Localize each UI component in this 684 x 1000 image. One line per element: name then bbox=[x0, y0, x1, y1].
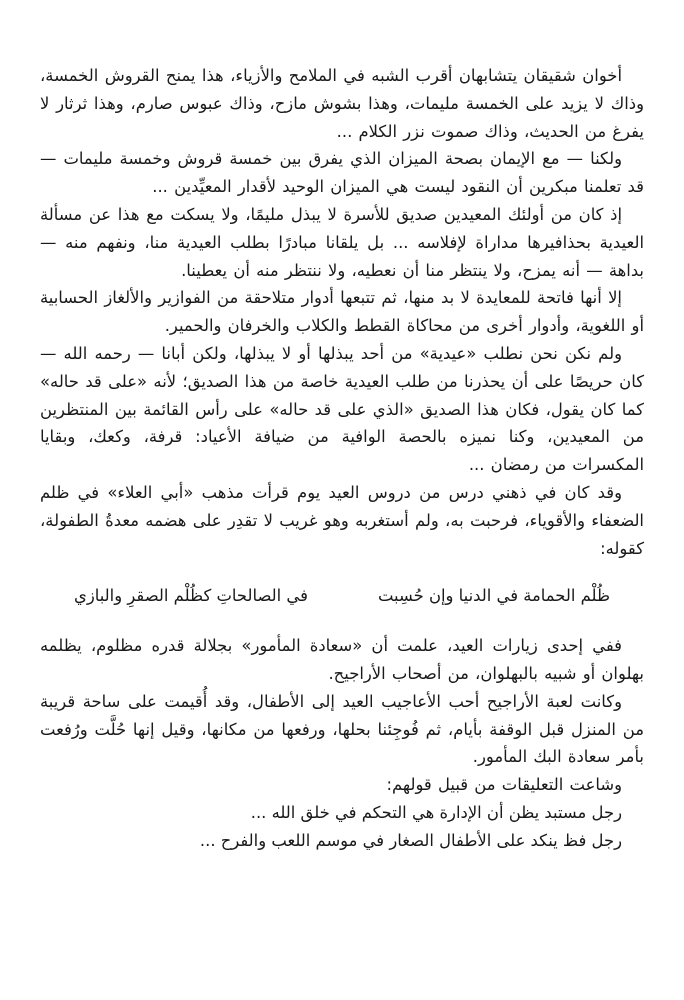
paragraph-friend: إذ كان من أولئك المعيدين صديق للأسرة لا يبذل مليمًا، ولا يسكت مع هذا عن مسألة العيدية بحذافيرها مداراة لإفلاسه ... بل يلقانا مبادرًا بطلب العيدية منا، ونفهم منه — بداهة — أنه يمزح، ولا ينتظر منا أن نعطيه، ولا ننتظر منه أن يعطينا. bbox=[40, 204, 644, 280]
paragraph-comments-intro: وشاعت التعليقات من قبيل قولهم: bbox=[386, 775, 622, 795]
paragraph-mamour: ففي إحدى زيارات العيد، علمت أن «سعادة المأمور» بجلالة قدره مظلوم، يظلمه بهلوان أو شبيه بالبهلوان، من أصحاب الأراجيح. bbox=[40, 636, 644, 683]
paragraph-brothers: أخوان شقيقان يتشابهان أقرب الشبه في الملامح والأزياء، هذا يمنح القروش الخمسة، وذاك لا يزيد على الخمسة مليمات، وهذا بشوش مازح، وذاك عبوس صارم، وهذا ثرثار لا يفرغ من الحديث، وذاك صموت نزر الكلام ... bbox=[40, 66, 644, 141]
poetry-verse bbox=[74, 582, 610, 610]
verse-second-hemistich: في الصالحاتِ كظُلْم الصقرِ والبازي bbox=[74, 586, 308, 606]
verse-first-hemistich: ظُلْم الحمامة في الدنيا وإن حُسِبت bbox=[377, 586, 610, 606]
paragraph-abu-alaa: وقد كان في ذهني درس من دروس العيد يوم قرأت مذهب «أبي العلاء» في ظلم الضعفاء والأقوياء، فرحبت به، ولم أستغربه وهو غريب لا تقدِر على هضمه معدةُ الطفولة، كقوله: bbox=[40, 482, 644, 558]
document-page bbox=[40, 62, 644, 855]
paragraph-father: ولم نكن نحن نطلب «عيدية» من أحد يبذلها أو لا يبذلها، ولكن أبانا — رحمه الله — كان حريصًا على أن يحذرنا من طلب العيدية خاصة من هذا الصديق؛ لأنه «على قد حاله» كما كان يقول، فكان هذا الصديق «الذي على قد حاله» على رأس القائمة بين المنتظرين من المعيدين، وكنا نميزه بالحصة الوافية من ضيافة الأعياد: قرفة، وكعك، وبقايا المكسرات من رمضان ... bbox=[40, 343, 644, 475]
paragraph-riddles: إلا أنها فاتحة للمعايدة لا بد منها، ثم تتبعها أدوار متلاحقة من الفوازير والألغاز الحسابية أو اللغوية، وأدوار أخرى من محاكاة القطط والكلاب والخرفان والحمير. bbox=[40, 288, 644, 336]
paragraph-scale: ولكنا — مع الإيمان بصحة الميزان الذي يفرق بين خمسة قروش وخمسة مليمات — قد تعلمنا مبكرين أن النقود ليست هي الميزان الوحيد لأقدار المعيِّدين ... bbox=[40, 149, 644, 197]
comment-line: رجل فظ ينكد على الأطفال الصغار في موسم اللعب والفرح ... bbox=[199, 830, 622, 850]
paragraph-swings: وكانت لعبة الأراجيح أحب الأعاجيب العيد إلى الأطفال، وقد أُقيمت على ساحة قريبة من المنزل قبل الوقفة بأيام، ثم فُوجِئنا بحلها، ورفعها من مكانها، وقيل إنها حُلَّت ورُفعت بأمر سعادة البك المأمور. bbox=[40, 691, 644, 767]
comment-line: رجل مستبد يظن أن الإدارة هي التحكم في خلق الله ... bbox=[250, 802, 622, 822]
